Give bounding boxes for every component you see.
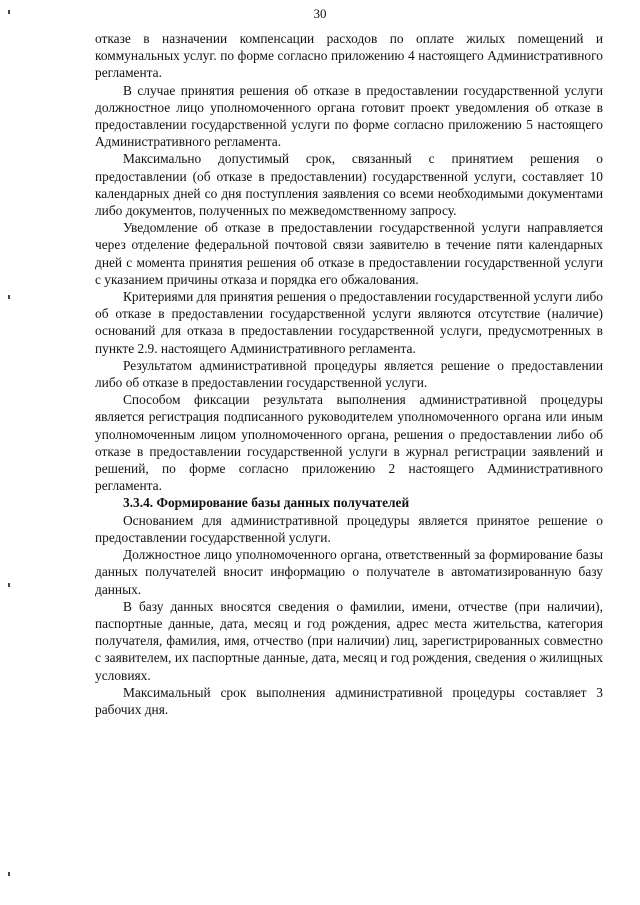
page-number: 30 [313,6,327,21]
paragraph-max-term: Максимально допустимый срок, связанный с принятием решения о предоставлении (об отказе в предоставлении) государственной услуги, составляет 10 календарных дней со дня поступления заявления со всеми необходимыми документами либо документов, полученных по межведомственному запросу. [95,151,603,219]
paragraph-fixation: Способом фиксации результата выполнения административной процедуры является регистрация подписанного руководителем уполномоченного органа или иным уполномоченным лицом уполномоченного органа, решения о предоставлении либо об отказе в предоставлении государственной услуги в журнал регистрации заявлений и решений, по форме согласно приложению 2 настоящего Административного регламента. [95,392,603,494]
paragraph-database-fields: В базу данных вносятся сведения о фамилии, имени, отчестве (при наличии), паспортные данные, дата, месяц и год рождения, адрес места жительства, категория получателя, фамилия, имя, отчество (при наличии) лиц, зарегистрированных совместно с заявителем, их паспортные данные, дата, месяц и год рождения, сведения о жилищных условиях. [95,598,603,683]
paragraph-notification: Уведомление об отказе в предоставлении государственной услуги направляется через отделение федеральной почтовой связи заявителю в течение пяти календарных дней с момента принятия решения об отказе в предоставлении государственной услуги с указанием причины отказа и порядка его обжалования. [95,220,603,287]
section-heading: 3.3.4. Формирование базы данных получателей [123,495,410,511]
paragraph-refusal-notice: В случае принятия решения об отказе в предоставлении государственной услуги должностное лицо уполномоченного органа готовит проект уведомления об отказе в предоставлении государственной услуги по форме согласно приложению 5 настоящего Административного регламента. [95,82,603,150]
paragraph-basis: Основанием для административной процедуры является принятое решение о предоставлении государственной услуги. [95,512,603,545]
paragraph-continuation: отказе в назначении компенсации расходов по оплате жилых помещений и коммунальных услуг. по форме согласно приложению 4 настоящего Административного регламента. [95,31,603,81]
scan-mark [8,10,10,14]
paragraph-deadline: Максимальный срок выполнения административной процедуры составляет 3 рабочих дня. [95,684,603,717]
scan-mark [8,872,10,876]
paragraph-criteria: Критериями для принятия решения о предоставлении государственной услуги либо об отказе в предоставлении государственной услуги являются отсутствие (наличие) оснований для отказа в предоставлении государственной услуги, предусмотренных в пункте 2.9. настоящего Административного регламента. [95,289,603,356]
scan-mark [8,295,10,299]
paragraph-result: Результатом административной процедуры является решение о предоставлении либо об отказе в предоставлении государственной услуги. [95,357,603,391]
document-body [95,30,603,718]
paragraph-official: Должностное лицо уполномоченного органа, ответственный за формирование базы данных получателей вносит информацию о получателе в автоматизированную базу данных. [95,547,603,597]
scan-mark [8,583,10,587]
